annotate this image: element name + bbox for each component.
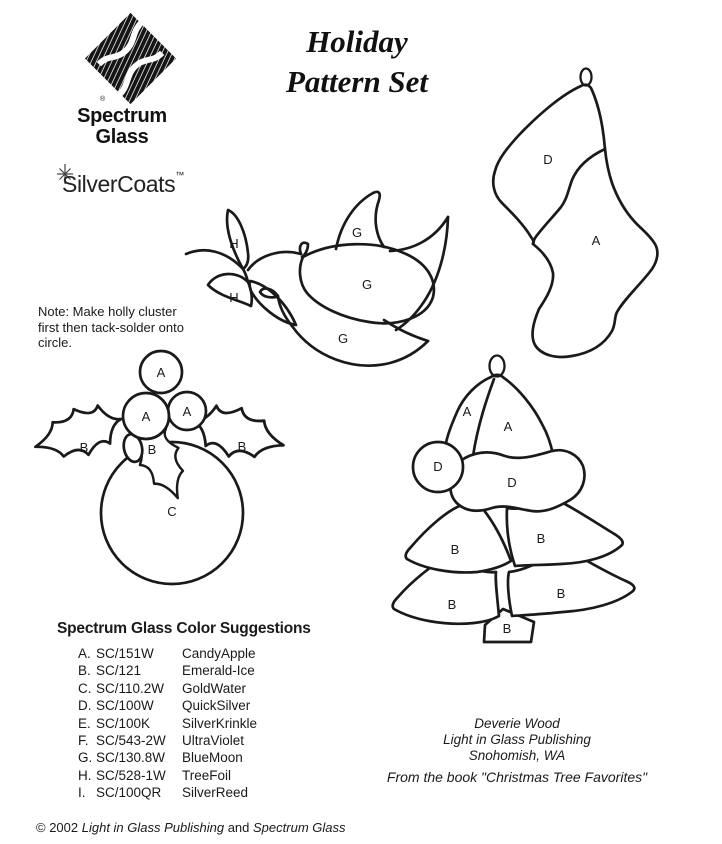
wordmark-line-1: Spectrum <box>77 105 167 127</box>
color-row <box>78 662 257 679</box>
copyright-year: © 2002 <box>36 820 82 835</box>
color-letter: B. <box>78 663 91 679</box>
dove-head <box>248 252 301 270</box>
piece-label-stocking-body: A <box>591 233 601 248</box>
footer-publisher: Light in Glass Publishing <box>81 820 225 835</box>
piece-label-berry-top: A <box>156 365 166 380</box>
piece-label-bough-upper-right: B <box>536 531 546 546</box>
page-title <box>252 22 462 102</box>
logo-diamond <box>85 13 176 104</box>
piece-label-berry-left: A <box>141 409 151 424</box>
wordmark-line-2: Glass <box>95 126 149 148</box>
title-line-1: Holiday <box>306 24 408 59</box>
color-code: SC/110.2W <box>96 680 165 696</box>
stocking-hanger-loop <box>581 69 592 86</box>
credit-location: Snohomish, WA <box>468 748 566 763</box>
color-row <box>78 749 257 766</box>
color-name: SilverReed <box>182 785 249 801</box>
copyright-footer <box>36 820 346 835</box>
note-line-1: Note: Make holly cluster <box>38 304 177 319</box>
color-row <box>78 680 257 697</box>
dove-tail-inner <box>390 217 448 251</box>
credit-publisher: Light in Glass Publishing <box>443 732 591 747</box>
piece-label-bough-lower-right: B <box>556 586 566 601</box>
stocking-outline <box>493 85 657 357</box>
piece-label-stocking-cuff: D <box>543 152 553 167</box>
color-suggestions-heading: Spectrum Glass Color Suggestions <box>57 620 311 637</box>
footer-conjunction: and <box>224 820 254 835</box>
bell-hanger-loop <box>490 356 505 377</box>
piece-label-bough-lower-left: B <box>447 597 457 612</box>
color-row <box>78 784 257 801</box>
piece-label-belly: G <box>337 331 349 346</box>
color-letter: G. <box>78 750 93 766</box>
color-name: TreeFoil <box>182 767 232 783</box>
color-row <box>78 767 257 784</box>
color-letter: D. <box>78 698 92 714</box>
piece-label-leaf-bottom: H <box>229 290 239 305</box>
color-code: SC/121 <box>96 663 142 679</box>
dove-wing <box>336 192 384 249</box>
color-name: SilverKrinkle <box>182 715 258 731</box>
piece-label-ornament: C <box>167 504 177 519</box>
silvercoats-name: SilverCoats <box>62 171 176 197</box>
piece-label-trunk: B <box>502 621 512 636</box>
color-code: SC/100W <box>96 698 154 714</box>
bell-band <box>450 450 584 511</box>
color-name: CandyApple <box>182 646 256 661</box>
color-name: UltraViolet <box>182 733 245 749</box>
color-letter: F. <box>78 733 89 749</box>
branch-curl <box>260 289 278 298</box>
color-code: SC/100QR <box>96 785 162 801</box>
piece-label-body: G <box>361 277 373 292</box>
color-name: QuickSilver <box>182 698 251 714</box>
spectrum-glass-diamond-logo <box>84 10 177 107</box>
spectrum-glass-wordmark <box>58 106 186 148</box>
color-code: SC/130.8W <box>96 750 166 766</box>
color-letter: H. <box>78 767 92 783</box>
credit-source-book: From the book "Christmas Tree Favorites" <box>386 769 648 785</box>
color-row <box>78 697 257 714</box>
piece-label-band: D <box>507 475 517 490</box>
title-line-2: Pattern Set <box>285 64 429 99</box>
color-row <box>78 645 257 662</box>
color-letter: C. <box>78 680 92 696</box>
holly-leaf-left <box>28 396 128 469</box>
credit-author: Deverie Wood <box>474 716 560 731</box>
color-letter: E. <box>78 715 91 731</box>
credits-block <box>372 716 662 785</box>
color-row <box>78 715 257 732</box>
piece-label-bough-upper-left: B <box>450 542 460 557</box>
piece-label-wing: G <box>351 225 363 240</box>
color-suggestions-list <box>78 645 257 802</box>
piece-label-bell-left: A <box>462 404 472 419</box>
color-code: SC/100K <box>96 715 151 731</box>
silvercoats-logo <box>62 170 184 198</box>
assembly-note <box>38 304 184 351</box>
tree-bough-upper-right <box>507 502 623 566</box>
piece-label-leaf-top: H <box>229 236 239 251</box>
color-name: BlueMoon <box>182 750 243 766</box>
color-code: SC/543-2W <box>96 733 166 749</box>
registered-trademark-symbol: ® <box>100 96 106 103</box>
footer-brand: Spectrum Glass <box>253 820 346 835</box>
tree-bell-pattern <box>385 343 647 649</box>
holly-ornament-pattern <box>25 348 303 593</box>
color-code: SC/151W <box>96 646 154 661</box>
piece-label-leaf-right: B <box>237 439 247 454</box>
tree-bough-upper-left <box>406 503 511 572</box>
color-name: Emerald-Ice <box>182 663 255 679</box>
color-row <box>78 732 257 749</box>
piece-label-leaf-left: B <box>79 440 89 455</box>
piece-label-clapper: D <box>433 459 443 474</box>
trademark-symbol: ™ <box>175 170 184 180</box>
color-code: SC/528-1W <box>96 767 166 783</box>
stocking-pattern <box>478 58 713 360</box>
dove-leaf-right <box>250 281 296 325</box>
color-letter: I. <box>78 785 86 801</box>
note-line-3: circle. <box>38 335 72 350</box>
piece-label-leaf-center: B <box>147 442 157 457</box>
color-letter: A. <box>78 646 91 661</box>
piece-label-berry-right: A <box>182 404 192 419</box>
color-name: GoldWater <box>182 680 247 696</box>
piece-label-bell-right: A <box>503 419 513 434</box>
note-line-2: first then tack-solder onto <box>38 319 184 335</box>
